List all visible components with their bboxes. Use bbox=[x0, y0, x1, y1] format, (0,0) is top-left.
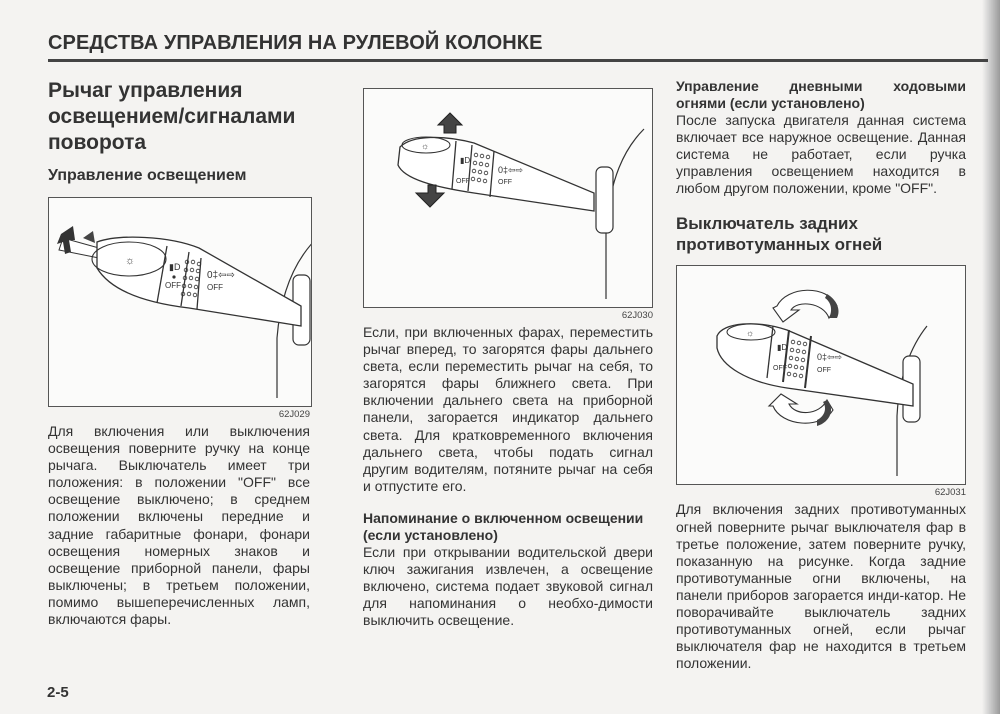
off-label-2: OFF bbox=[817, 367, 831, 375]
column-3 bbox=[676, 78, 966, 672]
figure-62J030 bbox=[363, 88, 653, 321]
drl-paragraph: После запуска двигателя данная система включает все наружное освещение. Данная система не работает, если ручка управления освещением находится в любом другом положении, кроме "OFF". bbox=[676, 112, 966, 197]
arrow-icon bbox=[83, 231, 95, 243]
lighting-paragraph: Для включения или выключения освещения поверните ручку на конце рычага. Выключатель имеет три положения: в положении "OFF" все освещение выключено; в среднем положении включены передние и задние габаритные фонари, фонари освещения номерных знаков и освещение приборной панели, фары выключены; в третьем положении, помимо вышеперечисленных ламп, включаются фары. bbox=[48, 423, 310, 628]
off-label: OFF bbox=[456, 178, 470, 185]
drl-heading: Управление дневными ходовыми огнями (если установлено) bbox=[676, 78, 966, 111]
figure-frame bbox=[48, 197, 312, 407]
lever-illustration bbox=[364, 89, 652, 307]
figure-code: 62J030 bbox=[621, 310, 653, 321]
arrow-backward-icon bbox=[416, 185, 444, 207]
column-1 bbox=[48, 78, 310, 628]
reminder-paragraph: Если при открывании водительской двери ключ зажигания извлечен, а освещение включено, система подает звуковой сигнал для напоминания о необхо-димости выключить освещение. bbox=[363, 543, 653, 629]
fog-light-icon: 0‡⇦⇨ bbox=[817, 352, 843, 363]
reminder-heading: Напоминание о включенном освещении (если установлено) bbox=[363, 509, 644, 543]
off-label-2: OFF bbox=[498, 179, 512, 186]
headlight-icon: ▮D bbox=[777, 343, 788, 353]
sun-icon: ☼ bbox=[421, 141, 430, 151]
high-beam-paragraph: Если, при включенных фарах, переместить рычаг вперед, то загорятся фары дальнего света, если переместить рычаг на себя, то загорятся фары ближнего света. При включении дальнего света на приборной панели, загорается индикатор дальнего света. Для кратковременного включения дальнего света, чтобы подать сигнал другим водителям, потяните рычаг на себя и отпустите его. bbox=[363, 324, 653, 494]
fog-paragraph: Для включения задних противотуманных огней поверните рычаг выключателя фар в третье положение, затем поверните ручку, показанную на рисунке. Когда задние противотуманные огни включены, на панели приборов загорается инди-катор. Не поворачивайте выключатель задних противотуманных огней, если рычаг выключателя фар не находится в третьем положении. bbox=[676, 501, 966, 672]
off-label: OFF bbox=[773, 365, 787, 373]
fog-heading: Выключатель задних противотуманных огней bbox=[676, 214, 883, 255]
sun-icon: ☼ bbox=[746, 328, 755, 339]
headlight-icon: ▮D bbox=[460, 156, 471, 165]
sun-icon: ☼ bbox=[125, 255, 136, 267]
figure-frame bbox=[676, 265, 966, 485]
page-binding-shadow bbox=[982, 0, 1000, 714]
figure-code: 62J029 bbox=[278, 409, 310, 420]
off-label-2: OFF bbox=[207, 283, 223, 292]
page-number: 2-5 bbox=[47, 684, 69, 701]
off-label: OFF bbox=[165, 281, 181, 290]
fog-light-icon: 0‡⇦⇨ bbox=[498, 165, 524, 175]
figure-62J029 bbox=[48, 197, 310, 420]
figure-frame bbox=[363, 88, 653, 308]
main-heading: Рычаг управления освещением/сигналами поворота bbox=[48, 79, 296, 154]
lever-illustration bbox=[677, 266, 965, 484]
section-title: СРЕДСТВА УПРАВЛЕНИЯ НА РУЛЕВОЙ КОЛОНКЕ bbox=[48, 32, 543, 54]
arrow-forward-icon bbox=[438, 113, 462, 133]
lighting-control-heading: Управление освещением bbox=[48, 167, 247, 184]
figure-code: 62J031 bbox=[934, 487, 966, 499]
fog-light-icon: 0‡⇦⇨ bbox=[207, 270, 235, 281]
headlight-icon: ▮D bbox=[169, 262, 181, 272]
lever-illustration bbox=[49, 198, 311, 406]
figure-62J031 bbox=[676, 265, 966, 498]
column-2 bbox=[363, 88, 653, 629]
header-divider bbox=[48, 59, 988, 62]
